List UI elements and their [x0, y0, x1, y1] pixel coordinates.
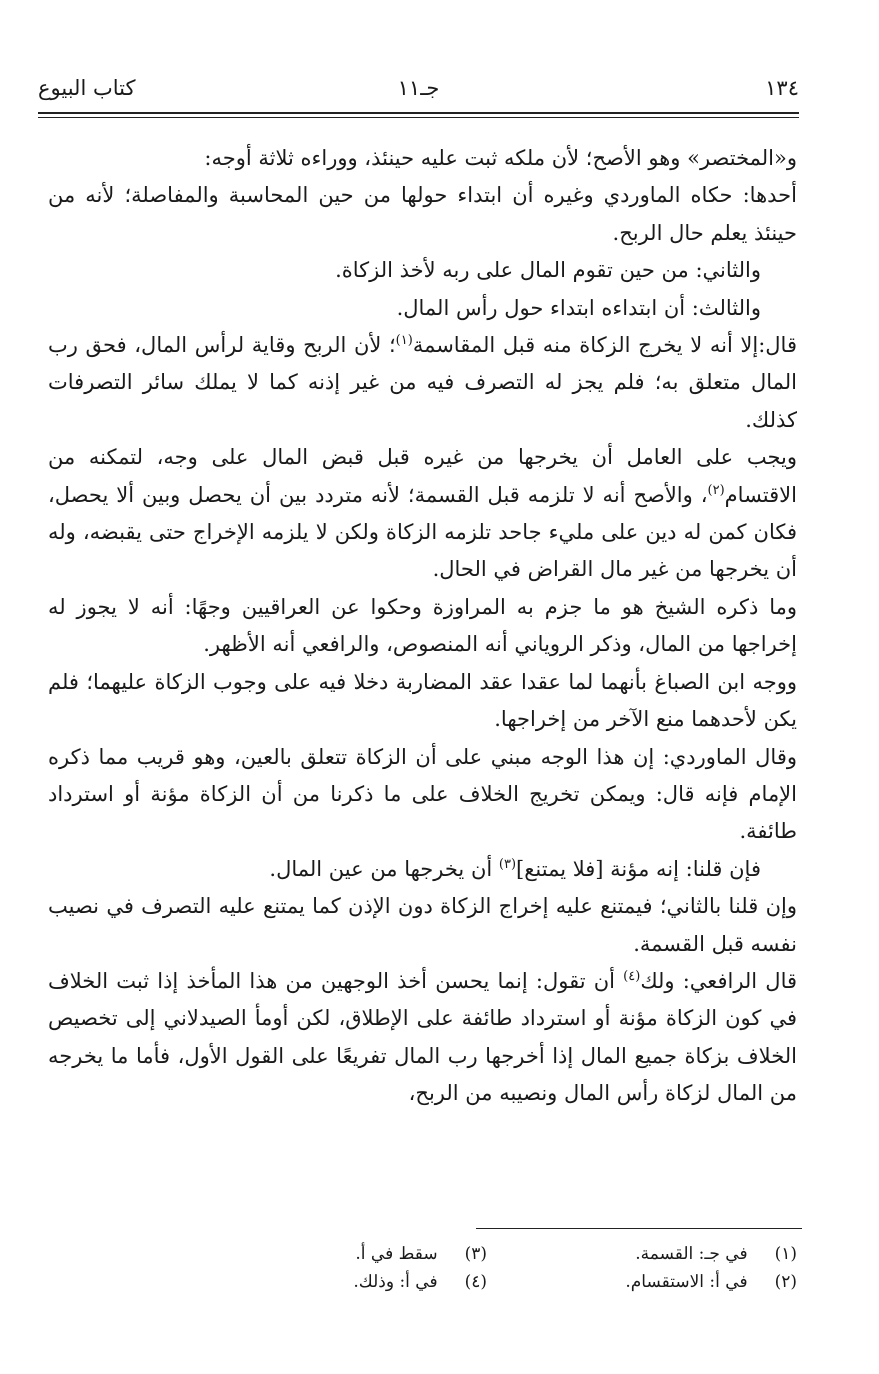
footnote-column — [353, 1240, 487, 1296]
text-run: أن يخرجها من عين المال. — [269, 856, 499, 881]
footnote — [625, 1240, 797, 1268]
footnote-number: (٣) — [464, 1244, 487, 1264]
paragraph: أحدها: حكاه الماوردي وغيره أن ابتداء حولها من حين المحاسبة والمفاصلة؛ لأنه من حينئذ يعلم حال الربح. — [48, 183, 797, 245]
footnote-rule — [476, 1228, 802, 1229]
footnote-text: في جـ: القسمة. — [635, 1244, 748, 1264]
footnote-text: في أ: وذلك. — [353, 1272, 438, 1292]
header-rule-thick — [38, 112, 799, 114]
footnote — [353, 1268, 487, 1296]
paragraph: ووجه ابن الصباغ بأنهما لما عقدا عقد المضاربة دخلا فيه على وجوب الزكاة عليهما؛ فلم يكن لأحدهما منع الآخر من إخراجها. — [48, 669, 797, 732]
paragraph: وإن قلنا بالثاني؛ فيمتنع عليه إخراج الزكاة دون الإذن كما يمتنع عليه التصرف في نصيب نفسه قبل القسمة. — [48, 894, 797, 956]
text-run: قال الرافعي: ولك — [640, 968, 798, 993]
footnote-number: (٤) — [464, 1272, 487, 1292]
text-run: فإن قلنا: إنه مؤنة [فلا يمتنع] — [516, 856, 761, 881]
footnote-number: (٢) — [774, 1272, 797, 1292]
paragraph — [48, 439, 797, 589]
page-header — [38, 70, 799, 106]
paragraph — [48, 963, 797, 1113]
paragraph — [48, 851, 797, 888]
footnote-text: سقط في أ. — [355, 1244, 438, 1264]
paragraph: وما ذكره الشيخ هو ما جزم به المراوزة وحكوا عن العراقيين وجهًا: أنه لا يجوز له إخراجها من المال، وذكر الروياني أنه المنصوص، والرافعي أنه الأظهر. — [48, 594, 797, 657]
paragraph: و«المختصر» وهو الأصح؛ لأن ملكه ثبت عليه حينئذ، ووراءه ثلاثة أوجه: — [204, 146, 797, 170]
footnote-ref: (٣) — [498, 856, 517, 872]
main-text — [48, 140, 797, 1113]
paragraph — [48, 327, 797, 439]
footnote-ref: (١) — [395, 333, 413, 349]
paragraph: والثاني: من حين تقوم المال على ربه لأخذ الزكاة. — [335, 258, 761, 283]
footnote-ref: (٤) — [623, 968, 641, 984]
text-run: ويجب على العامل أن يخرجها من غيره قبل قبض المال على وجه، لتمكنه من الاقتسام — [48, 445, 797, 507]
page-number: ١٣٤ — [765, 76, 799, 100]
text-run: قال:إلا أنه لا يخرج الزكاة منه قبل المقاسمة — [412, 333, 797, 358]
footnote — [353, 1240, 487, 1268]
footnote-text: في أ: الاستقسام. — [625, 1272, 748, 1292]
header-rule-thin — [38, 117, 799, 118]
text-run: ، والأصح أنه لا تلزمه قبل القسمة؛ لأنه متردد بين أن يحصل وبين ألا يحصل، فكان كمن له دين على مليء جاحد تلزمه الزكاة ولكن لا يلزمه الإخراج حتى يقبضه، وله أن يخرجها من غير مال القراض في الحال. — [48, 482, 797, 582]
footnote — [625, 1268, 797, 1296]
footnote-ref: (٢) — [707, 482, 725, 498]
footnote-column — [625, 1240, 797, 1296]
text-run: أن تقول: إنما يحسن أخذ الوجهين من هذا المأخذ إذا ثبت الخلاف في كون الزكاة مؤنة أو استرداد طائفة على الإطلاق، لكن أومأ الصيدلاني إلى تخصيص الخلاف بزكاة جميع المال إذا أخرجها رب المال تفريعًا على القول الأول، فأما ما يخرجه من المال لزكاة رأس المال ونصيبه من الربح، — [48, 968, 797, 1106]
volume-label: جـ١١ — [397, 76, 440, 100]
book-title: كتاب البيوع — [38, 76, 136, 100]
footnote-number: (١) — [774, 1244, 797, 1264]
paragraph: وقال الماوردي: إن هذا الوجه مبني على أن الزكاة تتعلق بالعين، وهو قريب مما ذكره الإمام فإنه قال: ويمكن تخريج الخلاف على ما ذكرنا من أن الزكاة مؤنة أو استرداد طائفة. — [48, 744, 797, 844]
paragraph: والثالث: أن ابتداءه ابتداء حول رأس المال. — [396, 295, 761, 320]
text-run: ؛ لأن الربح وقاية لرأس المال، فحق رب المال متعلق به؛ فلم يجز له التصرف فيه من غير إذنه كما لا يملك سائر التصرفات كذلك. — [48, 333, 797, 432]
